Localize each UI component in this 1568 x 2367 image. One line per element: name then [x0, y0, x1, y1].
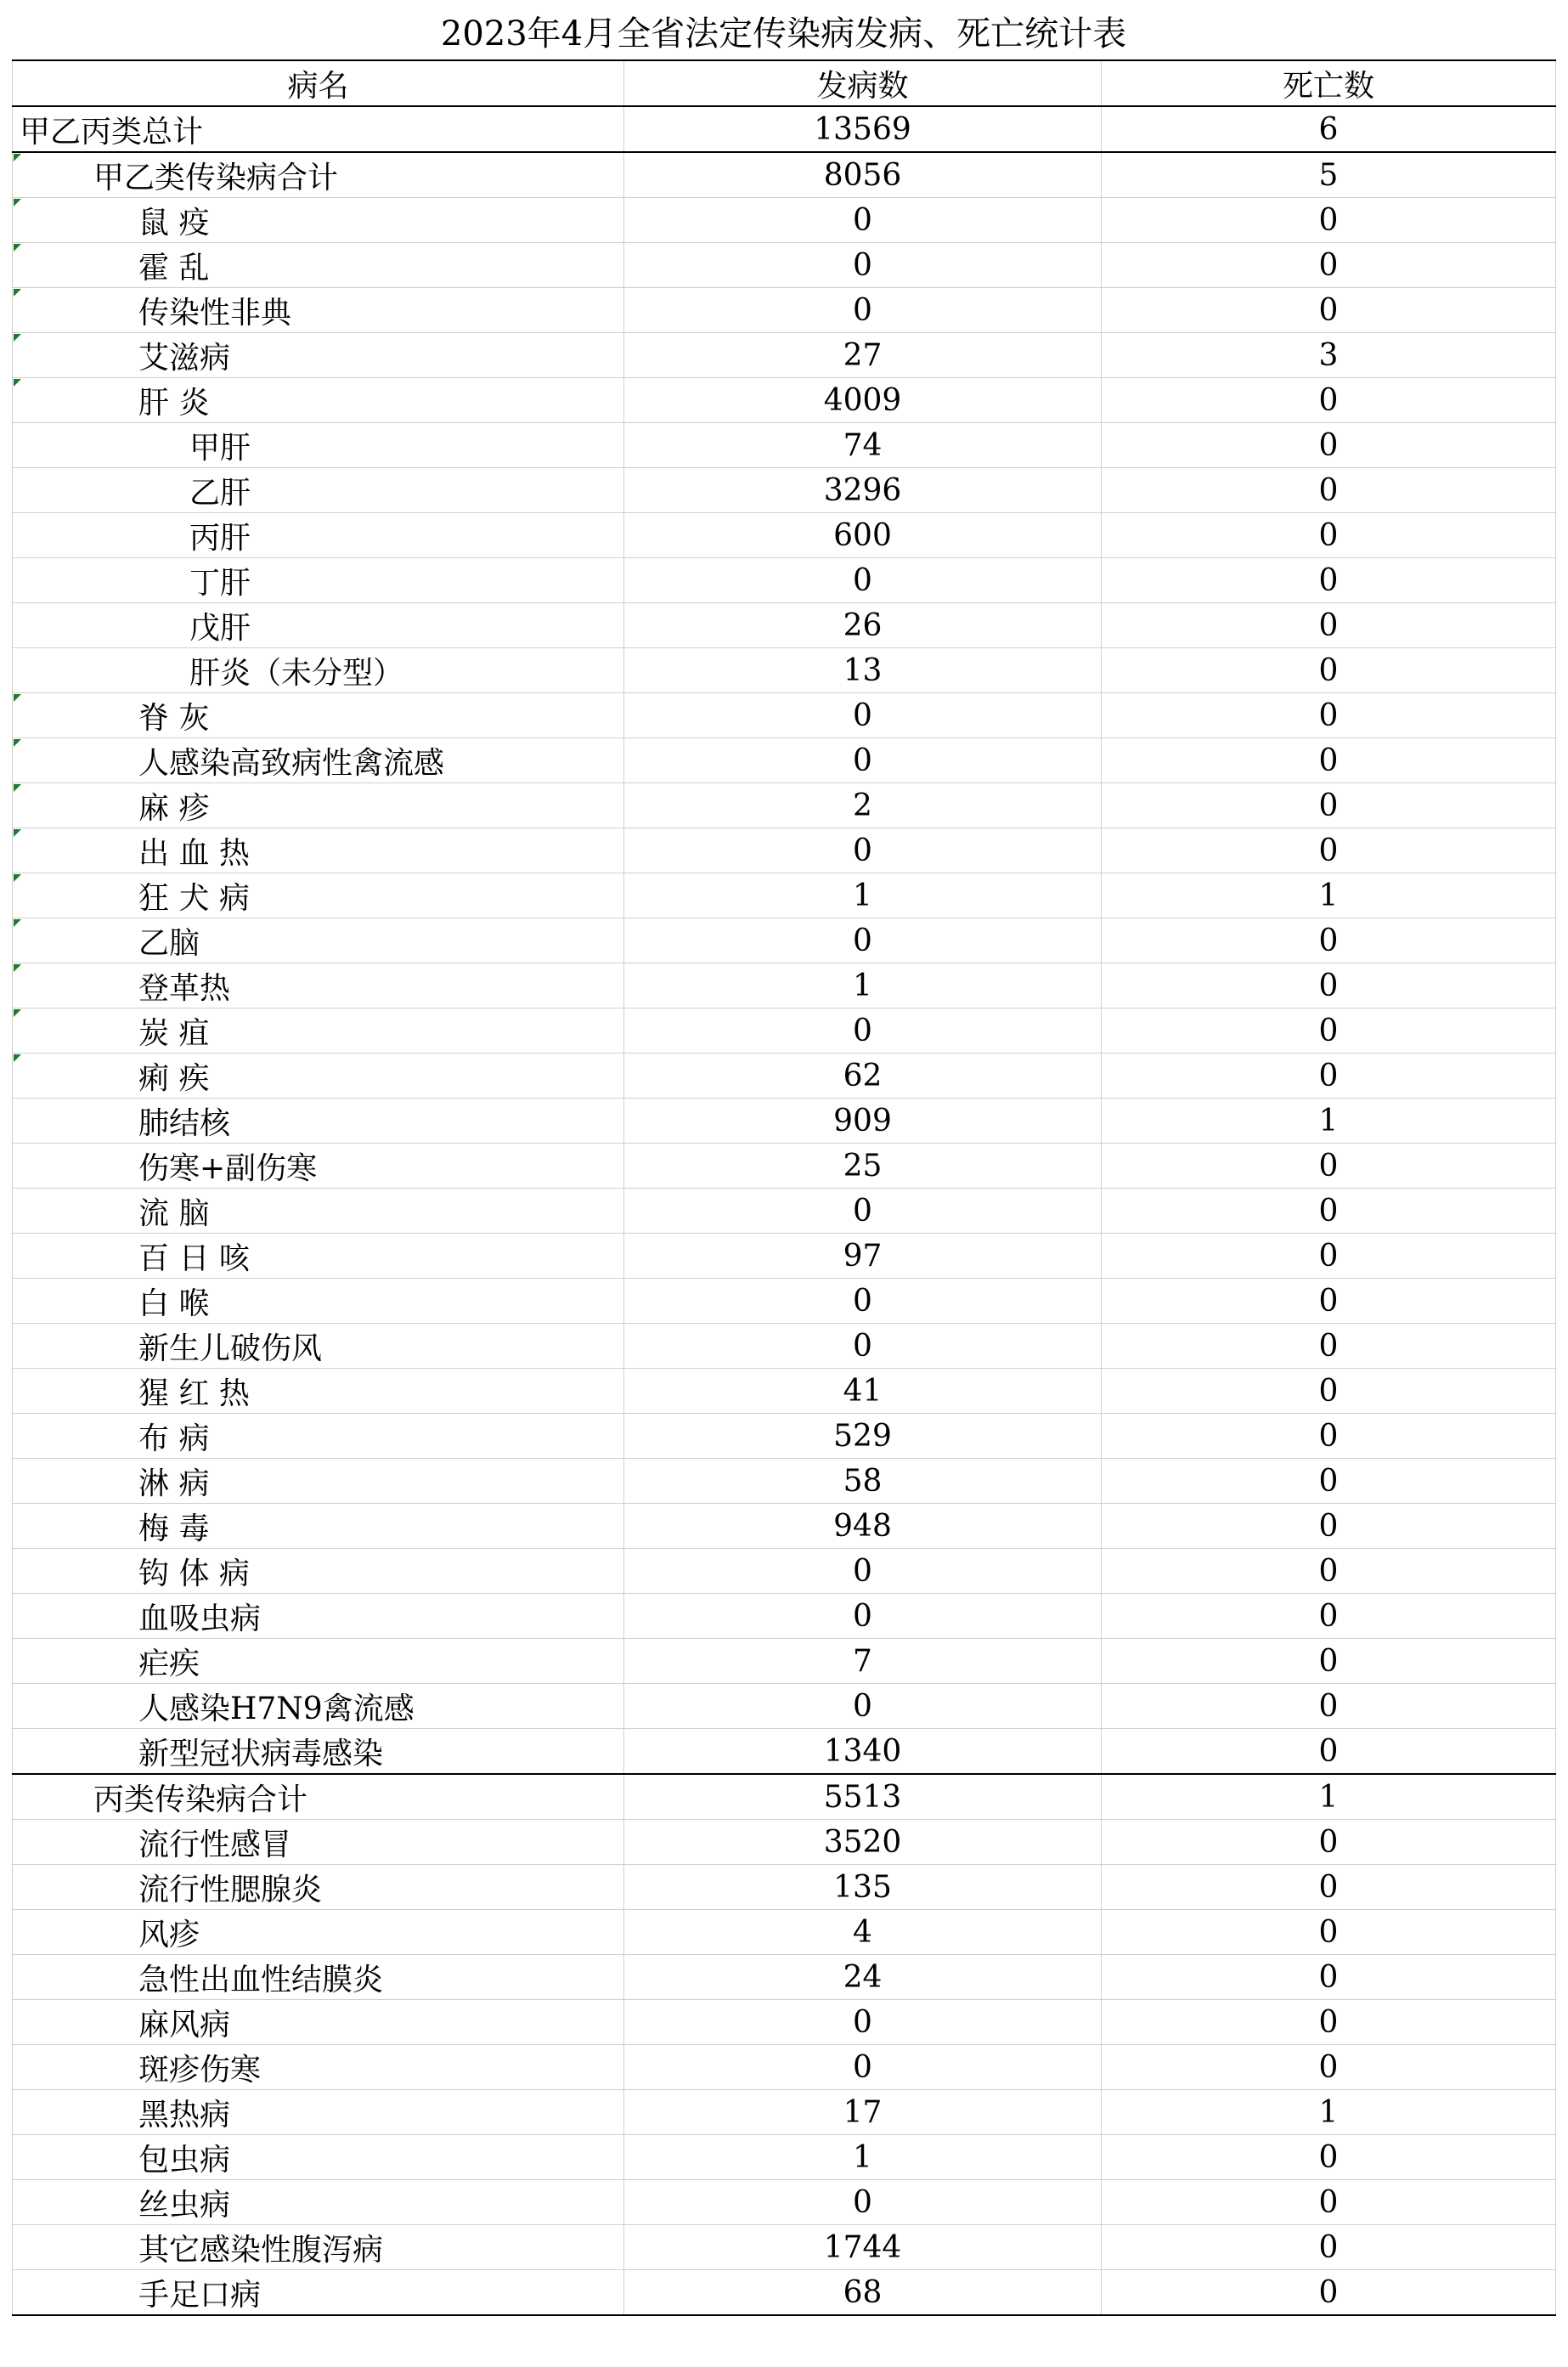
cell-disease-name[interactable]: 伤寒+副伤寒 [13, 1144, 624, 1189]
cell-cases[interactable]: 17 [624, 2090, 1102, 2135]
cell-deaths[interactable]: 0 [1102, 1414, 1556, 1459]
cell-disease-name-text: 炭 疽 [138, 1015, 210, 1051]
table-row [13, 423, 1556, 468]
cell-deaths[interactable]: 0 [1102, 288, 1556, 333]
table-row [13, 648, 1556, 693]
cell-deaths[interactable]: 0 [1102, 648, 1556, 693]
table-row [13, 1594, 1556, 1639]
cell-disease-name-text: 痢 疾 [138, 1060, 210, 1096]
cell-deaths[interactable]: 0 [1102, 513, 1556, 558]
cell-disease-name[interactable]: 百 日 咳 [13, 1234, 624, 1279]
cell-disease-name[interactable]: 淋 病 [13, 1459, 624, 1504]
cell-note-indicator-icon [14, 199, 21, 206]
cell-disease-name[interactable] [13, 828, 624, 873]
cell-disease-name-text: 人感染高致病性禽流感 [138, 745, 445, 781]
cell-deaths[interactable]: 0 [1102, 1820, 1556, 1865]
table-row [13, 1459, 1556, 1504]
cell-note-indicator-icon [14, 784, 21, 792]
table-row [13, 2225, 1556, 2270]
table-row [13, 2045, 1556, 2090]
table-row [13, 558, 1556, 603]
cell-cases[interactable]: 1 [624, 963, 1102, 1008]
cell-deaths[interactable]: 0 [1102, 1684, 1556, 1729]
table-row [13, 2180, 1556, 2225]
table-row [13, 1369, 1556, 1414]
spreadsheet [12, 8, 1555, 2316]
cell-disease-name[interactable]: 麻风病 [13, 2000, 624, 2045]
subtotal-row [13, 152, 1556, 198]
cell-disease-name[interactable]: 血吸虫病 [13, 1594, 624, 1639]
cell-note-indicator-icon [14, 244, 21, 251]
cell-deaths[interactable]: 0 [1102, 828, 1556, 873]
cell-cases[interactable]: 0 [624, 243, 1102, 288]
cell-disease-name-text: 甲乙类传染病合计 [93, 160, 339, 195]
cell-deaths[interactable]: 0 [1102, 1865, 1556, 1910]
cell-cases[interactable]: 5513 [624, 1774, 1102, 1820]
cell-disease-name-text: 狂 犬 病 [138, 880, 250, 916]
cell-cases[interactable]: 0 [624, 1594, 1102, 1639]
cell-cases[interactable]: 0 [624, 558, 1102, 603]
cell-note-indicator-icon [14, 1009, 21, 1017]
cell-deaths[interactable]: 0 [1102, 1144, 1556, 1189]
cell-deaths[interactable]: 0 [1102, 2000, 1556, 2045]
cell-cases[interactable]: 97 [624, 1234, 1102, 1279]
table-row [13, 1955, 1556, 2000]
cell-disease-name-text: 肝 炎 [138, 385, 210, 421]
cell-disease-name[interactable]: 流行性腮腺炎 [13, 1865, 624, 1910]
table-row [13, 2000, 1556, 2045]
cell-disease-name[interactable] [13, 873, 624, 918]
subtotal-row [13, 1774, 1556, 1820]
cell-disease-name[interactable] [13, 918, 624, 963]
cell-disease-name[interactable]: 流行性感冒 [13, 1820, 624, 1865]
cell-disease-name[interactable] [13, 783, 624, 828]
table-row [13, 1099, 1556, 1144]
cell-deaths[interactable]: 3 [1102, 333, 1556, 378]
cell-note-indicator-icon [14, 874, 21, 882]
cell-cases[interactable]: 0 [624, 288, 1102, 333]
cell-cases[interactable]: 0 [624, 828, 1102, 873]
cell-cases[interactable]: 0 [624, 2000, 1102, 2045]
cell-disease-name[interactable]: 钩 体 病 [13, 1549, 624, 1594]
header-disease-name[interactable]: 病名 [13, 60, 624, 106]
cell-cases[interactable]: 0 [624, 1279, 1102, 1324]
cell-disease-name-text: 脊 灰 [138, 700, 210, 736]
table-row [13, 1324, 1556, 1369]
cell-disease-name[interactable]: 其它感染性腹泻病 [13, 2225, 624, 2270]
cell-deaths[interactable]: 0 [1102, 1549, 1556, 1594]
cell-cases[interactable]: 68 [624, 2270, 1102, 2316]
cell-disease-name[interactable]: 布 病 [13, 1414, 624, 1459]
cell-cases[interactable]: 26 [624, 603, 1102, 648]
table-row [13, 693, 1556, 738]
cell-note-indicator-icon [14, 694, 21, 702]
table-row [13, 1729, 1556, 1775]
table-row [13, 1234, 1556, 1279]
cell-deaths[interactable]: 0 [1102, 198, 1556, 243]
cell-cases[interactable]: 529 [624, 1414, 1102, 1459]
table-row [13, 1144, 1556, 1189]
table-row [13, 828, 1556, 873]
cell-cases[interactable]: 3520 [624, 1820, 1102, 1865]
cell-cases[interactable]: 0 [624, 693, 1102, 738]
table-row [13, 333, 1556, 378]
cell-deaths[interactable]: 0 [1102, 918, 1556, 963]
cell-cases[interactable]: 909 [624, 1099, 1102, 1144]
cell-disease-name[interactable] [13, 333, 624, 378]
cell-cases[interactable]: 1744 [624, 2225, 1102, 2270]
cell-cases[interactable]: 13569 [624, 106, 1102, 152]
cell-deaths[interactable]: 0 [1102, 2180, 1556, 2225]
cell-disease-name[interactable]: 肺结核 [13, 1099, 624, 1144]
cell-disease-name[interactable]: 梅 毒 [13, 1504, 624, 1549]
cell-cases[interactable]: 0 [624, 1189, 1102, 1234]
cell-disease-name[interactable]: 甲乙丙类总计 [13, 106, 624, 152]
table-row [13, 2090, 1556, 2135]
cell-disease-name[interactable]: 黑热病 [13, 2090, 624, 2135]
cell-deaths[interactable]: 0 [1102, 2045, 1556, 2090]
cell-deaths[interactable]: 0 [1102, 378, 1556, 423]
header-deaths[interactable]: 死亡数 [1102, 60, 1556, 106]
cell-disease-name[interactable] [13, 1054, 624, 1099]
cell-note-indicator-icon [14, 289, 21, 297]
cell-disease-name[interactable] [13, 963, 624, 1008]
cell-cases[interactable]: 3296 [624, 468, 1102, 513]
cell-disease-name[interactable]: 疟疾 [13, 1639, 624, 1684]
cell-deaths[interactable]: 0 [1102, 1008, 1556, 1054]
cell-cases[interactable]: 1 [624, 2135, 1102, 2180]
table-row [13, 1549, 1556, 1594]
cell-cases[interactable]: 0 [624, 2180, 1102, 2225]
cell-disease-name[interactable]: 流 脑 [13, 1189, 624, 1234]
cell-note-indicator-icon [14, 829, 21, 837]
cell-deaths[interactable]: 0 [1102, 423, 1556, 468]
cell-disease-name[interactable]: 丙肝 [13, 513, 624, 558]
cell-deaths[interactable]: 0 [1102, 468, 1556, 513]
cell-cases[interactable]: 4009 [624, 378, 1102, 423]
cell-disease-name[interactable] [13, 198, 624, 243]
cell-disease-name-text: 霍 乱 [138, 250, 210, 285]
table-row [13, 2135, 1556, 2180]
table-row [13, 873, 1556, 918]
cell-deaths[interactable]: 0 [1102, 558, 1556, 603]
cell-cases[interactable]: 0 [624, 1684, 1102, 1729]
cell-note-indicator-icon [14, 379, 21, 387]
cell-disease-name[interactable] [13, 378, 624, 423]
table-body [13, 60, 1556, 2315]
cell-disease-name[interactable]: 新型冠状病毒感染 [13, 1729, 624, 1775]
header-row [13, 60, 1556, 106]
cell-disease-name-text: 艾滋病 [138, 340, 231, 376]
cell-disease-name[interactable]: 丝虫病 [13, 2180, 624, 2225]
cell-deaths[interactable]: 0 [1102, 1369, 1556, 1414]
cell-disease-name[interactable]: 包虫病 [13, 2135, 624, 2180]
table-row [13, 288, 1556, 333]
cell-cases[interactable]: 74 [624, 423, 1102, 468]
cell-deaths[interactable]: 5 [1102, 152, 1556, 198]
cell-deaths[interactable]: 0 [1102, 693, 1556, 738]
cell-deaths[interactable]: 0 [1102, 1279, 1556, 1324]
grand-total-row [13, 106, 1556, 152]
table-row [13, 1504, 1556, 1549]
cell-disease-name[interactable]: 甲肝 [13, 423, 624, 468]
cell-disease-name-text: 传染性非典 [138, 295, 292, 330]
cell-cases[interactable]: 27 [624, 333, 1102, 378]
cell-disease-name[interactable] [13, 152, 624, 198]
cell-deaths[interactable]: 0 [1102, 1189, 1556, 1234]
cell-deaths[interactable]: 6 [1102, 106, 1556, 152]
cell-cases[interactable]: 41 [624, 1369, 1102, 1414]
cell-cases[interactable]: 135 [624, 1865, 1102, 1910]
table-row [13, 1684, 1556, 1729]
cell-cases[interactable]: 600 [624, 513, 1102, 558]
table-row [13, 918, 1556, 963]
cell-disease-name-text: 麻 疹 [138, 790, 210, 826]
cell-disease-name[interactable]: 手足口病 [13, 2270, 624, 2316]
cell-deaths[interactable]: 0 [1102, 2135, 1556, 2180]
cell-deaths[interactable]: 0 [1102, 1054, 1556, 1099]
cell-cases[interactable]: 2 [624, 783, 1102, 828]
table-row [13, 1414, 1556, 1459]
cell-note-indicator-icon [14, 919, 21, 927]
cell-note-indicator-icon [14, 964, 21, 972]
cell-note-indicator-icon [14, 739, 21, 747]
cell-cases[interactable]: 24 [624, 1955, 1102, 2000]
cell-disease-name[interactable]: 白 喉 [13, 1279, 624, 1324]
cell-cases[interactable]: 1 [624, 873, 1102, 918]
cell-deaths[interactable]: 1 [1102, 1774, 1556, 1820]
table-row [13, 378, 1556, 423]
cell-cases[interactable]: 0 [624, 2045, 1102, 2090]
table-row [13, 1054, 1556, 1099]
cell-disease-name[interactable]: 斑疹伤寒 [13, 2045, 624, 2090]
cell-disease-name[interactable]: 猩 红 热 [13, 1369, 624, 1414]
cell-disease-name[interactable]: 急性出血性结膜炎 [13, 1955, 624, 2000]
table-row [13, 963, 1556, 1008]
cell-deaths[interactable]: 0 [1102, 1729, 1556, 1775]
cell-disease-name[interactable] [13, 288, 624, 333]
cell-deaths[interactable]: 0 [1102, 783, 1556, 828]
cell-disease-name[interactable]: 肝炎（未分型） [13, 648, 624, 693]
cell-deaths[interactable]: 0 [1102, 1955, 1556, 2000]
table-row [13, 468, 1556, 513]
cell-cases[interactable]: 0 [624, 738, 1102, 783]
disease-statistics-table [12, 59, 1556, 2316]
cell-disease-name[interactable] [13, 738, 624, 783]
cell-cases[interactable]: 7 [624, 1639, 1102, 1684]
cell-deaths[interactable]: 0 [1102, 1504, 1556, 1549]
cell-deaths[interactable]: 0 [1102, 243, 1556, 288]
table-row [13, 2270, 1556, 2316]
cell-deaths[interactable]: 1 [1102, 1099, 1556, 1144]
cell-cases[interactable]: 948 [624, 1504, 1102, 1549]
table-row [13, 1639, 1556, 1684]
cell-deaths[interactable]: 0 [1102, 2225, 1556, 2270]
cell-cases[interactable]: 25 [624, 1144, 1102, 1189]
table-title: 2023年4月全省法定传染病发病、死亡统计表 [440, 14, 1127, 54]
cell-deaths[interactable]: 1 [1102, 873, 1556, 918]
table-row [13, 1820, 1556, 1865]
cell-disease-name-text: 乙脑 [138, 925, 200, 961]
cell-deaths[interactable]: 0 [1102, 1594, 1556, 1639]
header-cases[interactable]: 发病数 [624, 60, 1102, 106]
cell-disease-name[interactable]: 戊肝 [13, 603, 624, 648]
cell-cases[interactable]: 0 [624, 918, 1102, 963]
cell-deaths[interactable]: 1 [1102, 2090, 1556, 2135]
table-row [13, 783, 1556, 828]
cell-note-indicator-icon [14, 1054, 21, 1062]
cell-cases[interactable]: 8056 [624, 152, 1102, 198]
cell-cases[interactable]: 4 [624, 1910, 1102, 1955]
table-row [13, 1279, 1556, 1324]
table-row [13, 513, 1556, 558]
table-row [13, 738, 1556, 783]
cell-disease-name[interactable]: 乙肝 [13, 468, 624, 513]
table-row [13, 1008, 1556, 1054]
cell-deaths[interactable]: 0 [1102, 1639, 1556, 1684]
cell-cases[interactable]: 58 [624, 1459, 1102, 1504]
cell-deaths[interactable]: 0 [1102, 963, 1556, 1008]
table-row [13, 1910, 1556, 1955]
cell-deaths[interactable]: 0 [1102, 1234, 1556, 1279]
table-row [13, 1189, 1556, 1234]
cell-disease-name[interactable]: 风疹 [13, 1910, 624, 1955]
cell-deaths[interactable]: 0 [1102, 1324, 1556, 1369]
cell-note-indicator-icon [14, 334, 21, 342]
cell-disease-name[interactable]: 新生儿破伤风 [13, 1324, 624, 1369]
cell-disease-name[interactable] [13, 243, 624, 288]
table-row [13, 198, 1556, 243]
cell-deaths[interactable]: 0 [1102, 1910, 1556, 1955]
table-row [13, 1865, 1556, 1910]
cell-cases[interactable]: 1340 [624, 1729, 1102, 1775]
cell-note-indicator-icon [14, 154, 21, 161]
cell-disease-name[interactable]: 丙类传染病合计 [13, 1774, 624, 1820]
cell-deaths[interactable]: 0 [1102, 2270, 1556, 2316]
cell-disease-name[interactable]: 人感染H7N9禽流感 [13, 1684, 624, 1729]
cell-deaths[interactable]: 0 [1102, 1459, 1556, 1504]
cell-deaths[interactable]: 0 [1102, 603, 1556, 648]
cell-disease-name[interactable]: 丁肝 [13, 558, 624, 603]
cell-cases[interactable]: 0 [624, 1008, 1102, 1054]
cell-cases[interactable]: 62 [624, 1054, 1102, 1099]
cell-deaths[interactable]: 0 [1102, 738, 1556, 783]
cell-disease-name-text: 出 血 热 [138, 835, 250, 871]
cell-cases[interactable]: 13 [624, 648, 1102, 693]
cell-cases[interactable]: 0 [624, 1324, 1102, 1369]
cell-cases[interactable]: 0 [624, 1549, 1102, 1594]
cell-disease-name[interactable] [13, 1008, 624, 1054]
table-row [13, 243, 1556, 288]
cell-disease-name[interactable] [13, 693, 624, 738]
cell-disease-name-text: 登革热 [138, 970, 231, 1006]
table-row [13, 603, 1556, 648]
cell-cases[interactable]: 0 [624, 198, 1102, 243]
cell-disease-name-text: 鼠 疫 [138, 205, 210, 240]
